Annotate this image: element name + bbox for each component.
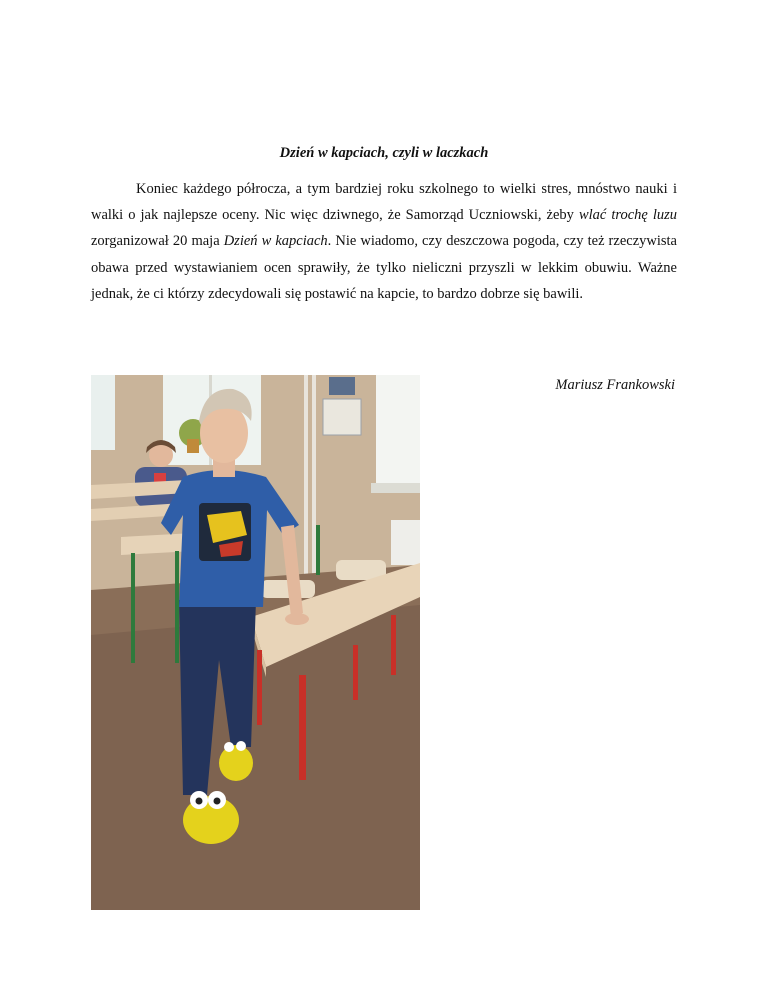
paragraph-italic-1: wlać trochę luzu xyxy=(578,207,678,224)
classroom-photo xyxy=(91,375,420,910)
paragraph-text-1: Koniec każdego półrocza, a tym bardziej roku szkolnego to wielki stres, mnóstwo nauki i walki o jak najlepsze oceny. Nic więc dziwnego, że Samorząd Uczniowski, żeby xyxy=(91,181,677,224)
paragraph-text-2: zorganizował 20 maja xyxy=(91,233,224,250)
paragraph-text-3: . Nie wiadomo, czy deszczowa pogoda, czy też rzeczywista obawa przed wystawianiem ocen sprawiły, że tylko nieliczni przyszli w lekkim obuwiu. Ważne jednak, że ci którzy zdecydowali się postawić na kapcie, to bardzo dobrze się bawili. xyxy=(91,233,677,302)
article-paragraph xyxy=(91,176,677,307)
author-signature: Mariusz Frankowski xyxy=(555,377,675,393)
paragraph-italic-2: Dzień w kapciach xyxy=(223,233,328,250)
article-title: Dzień w kapciach, czyli w laczkach xyxy=(279,145,489,161)
